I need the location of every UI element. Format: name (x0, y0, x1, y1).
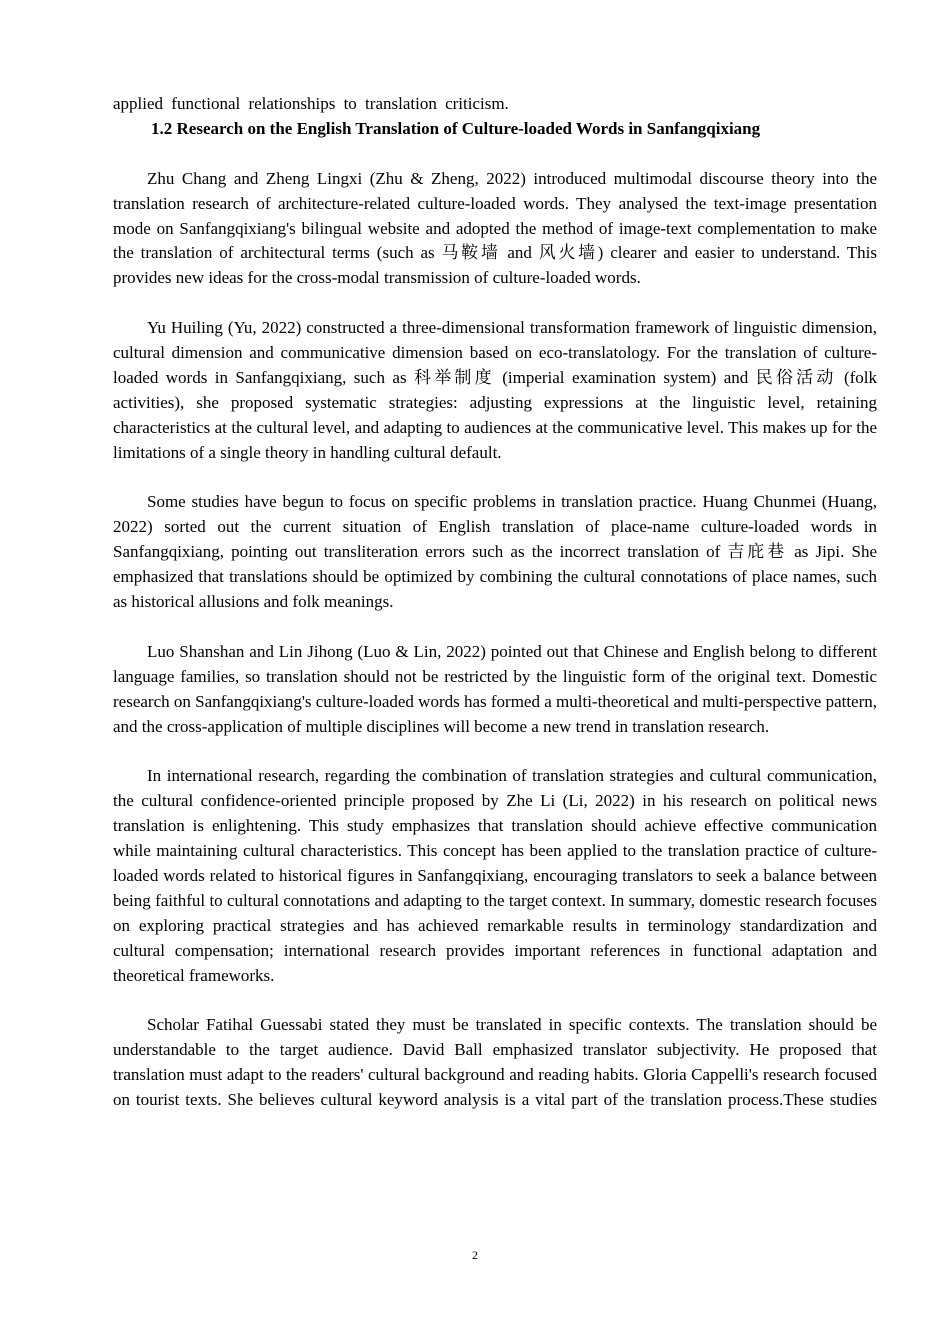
paragraph-gap (113, 989, 877, 1014)
page-number: 2 (472, 1248, 478, 1262)
paragraph-scholars: Scholar Fatihal Guessabi stated they must be translated in specific contexts. The translation should be understandable to the target audience. David Ball emphasized translator subjectivity. He proposed that translation must adapt to the readers' cultural background and reading habits. Gloria Cappelli's research focused on tourist texts. She believes cultural keyword analysis is a vital part of the translation process.These studies (113, 1015, 877, 1110)
paragraph-gap (113, 291, 877, 316)
paragraph-huang-chunmei: Some studies have begun to focus on specific problems in translation practice. Huang Chunmei (Huang, 2022) sorted out the current situation of English translation of place-name culture-loaded words in Sanfangqixiang, pointing out transliteration errors such as the incorrect translation of 吉庇巷 as Jipi. She emphasized that translations should be optimized by combining the cultural connotations of place names, such as historical allusions and folk meanings. (113, 492, 877, 612)
paragraph-zhu-zheng: Zhu Chang and Zheng Lingxi (Zhu & Zheng, 2022) introduced multimodal discourse theory into the translation research of architecture-related culture-loaded words. They analysed the text-image presentation mode on Sanfangqixiang's bilingual website and adopted the method of image-text complementation to make the translation of architectural terms (such as 马鞍墙 and 风火墙) clearer and easier to understand. This provides new ideas for the cross-modal transmission of culture-loaded words. (113, 168, 877, 288)
paragraph-luo-lin: Luo Shanshan and Lin Jihong (Luo & Lin, 2022) pointed out that Chinese and English belong to different language families, so translation should not be restricted by the linguistic form of the original text. Domestic research on Sanfangqixiang's culture-loaded words has formed a multi-theoretical and multi-perspective pattern, and the cross-application of multiple disciplines will become a new trend in translation research. (113, 641, 878, 736)
paragraph-gap (113, 615, 877, 640)
document-page (113, 92, 877, 1113)
paragraph-gap (113, 740, 877, 765)
paragraph-international-research: In international research, regarding the combination of translation strategies and cultural communication, the cultural confidence-oriented principle proposed by Zhe Li (Li, 2022) in his research on political news translation is enlightening. This study emphasizes that translation should achieve effective communication while maintaining cultural characteristics. This concept has been applied to the translation practice of culture-loaded words related to historical figures in Sanfangqixiang, encouraging translators to seek a balance between being faithful to cultural connotations and adapting to the target context. In summary, domestic research focuses on exploring practical strategies and has achieved remarkable results in terminology standardization and cultural compensation; international research provides important references in functional adaptation and theoretical frameworks. (113, 766, 877, 985)
paragraph-yu-huiling: Yu Huiling (Yu, 2022) constructed a three-dimensional transformation framework of linguistic dimension, cultural dimension and communicative dimension based on eco-translatology. For the translation of culture-loaded words in Sanfangqixiang, such as 科举制度 (imperial examination system) and 民俗活动 (folk activities), she proposed systematic strategies: adjusting expressions at the linguistic level, retaining characteristics at the cultural level, and adapting to audiences at the communicative level. This makes up for the limitations of a single theory in handling cultural default. (113, 318, 877, 462)
lead-line: applied functional relationships to translation criticism. (113, 94, 509, 113)
section-heading: 1.2 Research on the English Translation of Culture-loaded Words in Sanfangqixiang (151, 118, 761, 138)
paragraph-gap (113, 466, 877, 491)
